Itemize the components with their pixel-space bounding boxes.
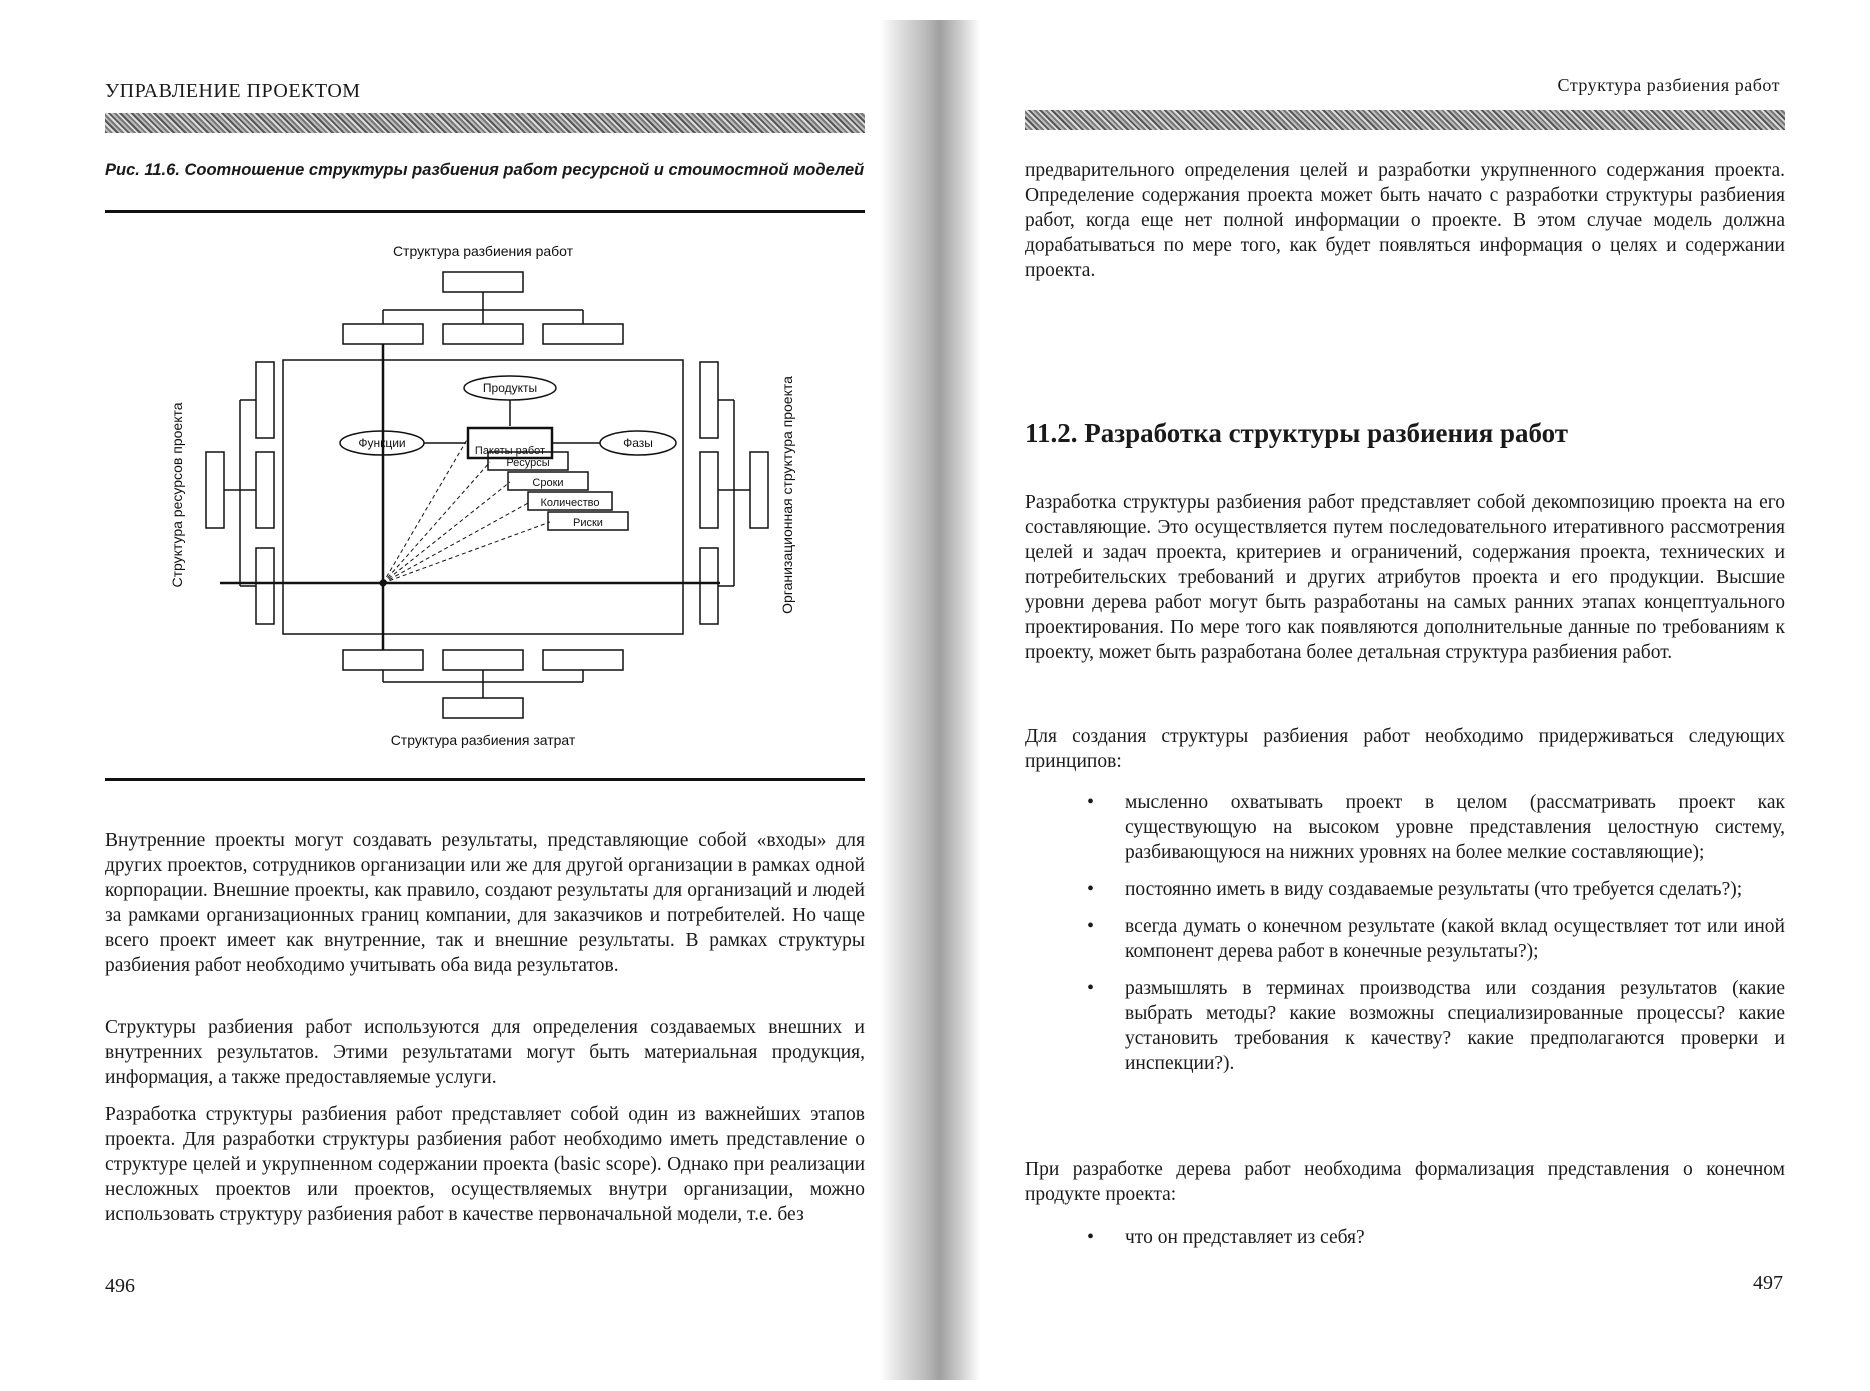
cost-root-box <box>443 698 523 718</box>
resources-label: Ресурсы <box>506 457 550 469</box>
right-paragraph-1: Разработка структуры разбиения работ представляет собой декомпозицию проекта на его составляющие. Это осуществляется путем последовательного итеративного рассмотрения целей и задач проекта, критериев и ограничений, содержания проекта, технических и потребительских требований и других атрибутов проекта и его продукции. Высшие уровни дерева работ могут быть разработаны на самых ранних этапах концептуального проектирования. По мере того как появляются дополнительные данные по требованиям к проекту, может быть разработана более детальная структура разбиения работ. <box>1025 492 1785 663</box>
header-bar <box>105 113 865 133</box>
resource-structure-label: Структура ресурсов проекта <box>169 402 185 588</box>
header-bar <box>1025 110 1785 130</box>
wbs-diagram <box>160 230 820 760</box>
org-box <box>700 362 718 438</box>
page-number-left: 496 <box>105 1275 135 1297</box>
running-head: Структура разбиения работ <box>1557 75 1780 95</box>
right-paragraph-2: Для создания структуры разбиения работ необходимо придерживаться следующих принципов: <box>1025 726 1785 772</box>
page-number-right: 497 <box>1753 1272 1783 1294</box>
wbs-top-child-box <box>343 324 423 344</box>
org-box <box>700 548 718 624</box>
right-paragraph-3: При разработке дерева работ необходима формализация представления о конечном продукте проекта: <box>1025 1159 1785 1205</box>
risks-label: Риски <box>573 517 603 529</box>
org-root-box <box>750 452 768 528</box>
list-item: • что он представляет из себя? <box>1087 1225 1785 1250</box>
list-item: • постоянно иметь в виду создаваемые результаты (что требуется сделать?); <box>1087 877 1785 902</box>
cost-child-box <box>543 650 623 670</box>
section-heading: 11.2. Разработка структуры разбиения работ <box>1025 418 1569 448</box>
resource-box <box>256 548 274 624</box>
running-head: УПРАВЛЕНИЕ ПРОЕКТОМ <box>105 80 361 102</box>
principles-list <box>1087 790 1785 1088</box>
work-packages-label: Пакеты работ <box>474 445 546 457</box>
wbs-top-child-box <box>543 324 623 344</box>
figure-caption: Рис. 11.6. Соотношение структуры разбиения работ ресурсной и стоимостной моделей <box>105 161 865 179</box>
quantity-label: Количество <box>540 497 600 509</box>
list-item: • всегда думать о конечном результате (какой вклад осуществляет тот или иной компонент дерева работ в конечные результаты?); <box>1087 914 1785 964</box>
matrix-frame <box>283 360 683 634</box>
functions-label: Функции <box>358 436 406 450</box>
org-structure-label: Организационная структура проекта <box>779 376 795 614</box>
org-box <box>700 452 718 528</box>
phases-label: Фазы <box>623 436 653 450</box>
wbs-top-child-box <box>443 324 523 344</box>
cost-child-box <box>343 650 423 670</box>
left-paragraph-1: Внутренние проекты могут создавать результаты, представляющие собой «входы» для других проектов, сотрудников организации или же для другой организации в рамках одной корпорации. Внешние проекты, как правило, создают результаты для организаций и людей за рамками организационных границ компании, для заказчиков и потребителей. Но чаще всего проект имеет как внутренние, так и внешние результаты. В рамках структуры разбиения работ необходимо учитывать оба вида результатов. <box>105 830 865 976</box>
wbs-label: Структура разбиения работ <box>392 243 574 259</box>
right-intro-paragraph: предварительного определения целей и разработки укрупненного содержания проекта. Определение содержания проекта может быть начато с разработки структуры разбиения работ, когда еще нет полной информации о проекте. В этом случае модель должна дорабатываться по мере того, как будет появляться информация о целях и содержании проекта. <box>1025 160 1785 281</box>
terms-label: Сроки <box>532 477 564 489</box>
list-item: • размышлять в терминах производства или создания результатов (какие выбрать методы? какие возможны специализированные процессы? какие установить требования к качеству? какие предполагаются проверки и инспекции?). <box>1087 976 1785 1076</box>
resource-box <box>256 452 274 528</box>
caption-rule <box>105 210 865 213</box>
left-paragraph-2: Структуры разбиения работ используются для определения создаваемых внешних и внутренних результатов. Этими результатами могут быть материальная продукция, информация, а также предоставляемые услуги. <box>105 1017 865 1088</box>
products-label: Продукты <box>482 381 538 395</box>
right-page <box>975 0 1870 1391</box>
wbs-top-root-box <box>443 272 523 292</box>
left-page <box>0 0 890 1391</box>
figure-bottom-rule <box>105 778 865 781</box>
resource-box <box>256 362 274 438</box>
cost-child-box <box>443 650 523 670</box>
product-questions-list <box>1087 1225 1785 1262</box>
cost-structure-label: Структура разбиения затрат <box>390 732 576 748</box>
book-gutter <box>880 20 980 1380</box>
resource-root-box <box>206 452 224 528</box>
list-item: • мысленно охватывать проект в целом (рассматривать проект как существующую на высоком уровне представления целостную систему, разбивающуюся на нижних уровнях на более мелкие составляющие); <box>1087 790 1785 865</box>
left-paragraph-3: Разработка структуры разбиения работ представляет собой один из важнейших этапов проекта. Для разработки структуры разбиения работ необходимо иметь представление о структуре целей и укрупненном содержании проекта (basic scope). Однако при реализации несложных проектов или проектов, осуществляемых внутри организации, можно использовать структуру разбиения работ в качестве первоначальной модели, т.е. без <box>105 1104 865 1225</box>
